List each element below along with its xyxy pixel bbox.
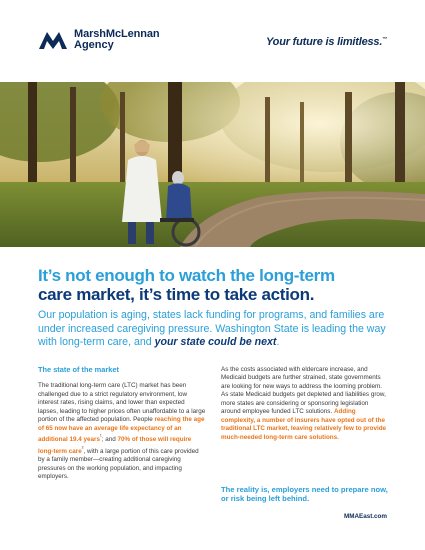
hero-photo-illustration — [0, 82, 425, 247]
reality-callout: The reality is, employers need to prepare now, or risk being left behind. — [221, 485, 388, 504]
right-column-paragraph — [221, 366, 389, 442]
headline — [38, 266, 388, 304]
left-text-2: ; and — [101, 436, 118, 444]
left-highlight-1: reaching the age of 65 now have an average life expectancy of an additional 19.4 years — [38, 416, 205, 444]
trademark-mark: ™ — [382, 36, 387, 43]
right-highlight-1: Adding complexity, a number of insurers have opted out of the traditional LTC market, leaving relatively few to provide much-needed long-term care solutions. — [221, 408, 387, 441]
tagline-text: Your future is limitless. — [265, 36, 383, 48]
headline-line-2: care market, it’s time to take action. — [38, 285, 315, 304]
right-text-1: As the costs associated with eldercare increase, and Medicaid budgets are further strained, state governments are looking for new ways to address the looming problem. As state Medicaid budgets get depleted and liabilities grow, more states are considering or sponsoring legislation around employee funded LTC solutions. — [221, 366, 386, 416]
logo-line-1: MarshMcLennan — [74, 28, 160, 40]
right-column — [221, 366, 389, 442]
left-column-paragraph — [38, 382, 206, 481]
page-header — [0, 0, 425, 82]
left-column — [38, 366, 206, 482]
logo-line-2: Agency — [74, 39, 114, 51]
company-logo — [38, 29, 160, 51]
headline-line-1: It’s not enough to watch the long-term — [38, 266, 335, 285]
section-title: The state of the market — [38, 365, 119, 374]
left-text-3: , with a large portion of this care provided by a family member—creating additional caregiving pressures on the working population, and impacting employers. — [38, 447, 199, 481]
logo-mark-icon — [38, 29, 68, 51]
left-highlight-2: 70% of those will require long-term care — [38, 436, 192, 455]
footnote-1: ¹ — [99, 434, 102, 441]
tagline — [266, 36, 387, 48]
left-text-1: The traditional long-term care (LTC) market has been challenged due to a strict regulatory environment, low interest rates, rising claims, and lower than expected lapses, leading to higher prices often unaffordable to a large portion of the affected population. People — [38, 382, 206, 424]
intro-paragraph — [38, 309, 388, 350]
hero-photo — [0, 82, 425, 247]
footer-url[interactable]: MMAEast.com — [343, 513, 387, 520]
footnote-2: ² — [81, 445, 84, 452]
intro-text: Our population is aging, states lack funding for programs, and families are under increased caregiving pressure. Washington State is leading the way with long-term care, and — [38, 309, 386, 349]
intro-emphasis: your state could be next — [154, 336, 277, 349]
intro-end: . — [276, 336, 280, 349]
